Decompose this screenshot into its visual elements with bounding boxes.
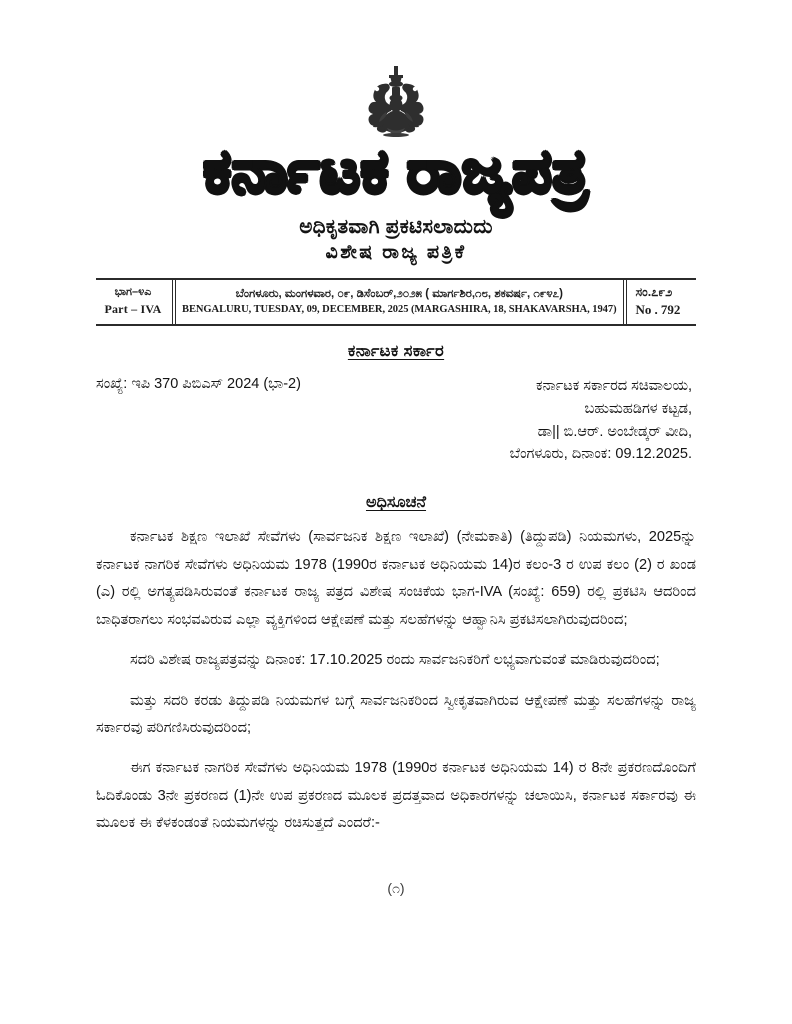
notification-title-text: ಅಧಿಸೂಚನೆ <box>365 494 427 512</box>
notification-body <box>96 524 696 837</box>
emblem-container <box>96 0 696 140</box>
page-number: (೧) <box>387 880 405 896</box>
notification-title <box>96 494 696 512</box>
masthead-subtitle-official: ಅಧಿಕೃತವಾಗಿ ಪ್ರಕಟಿಸಲಾದುದು <box>299 215 493 238</box>
masthead-number-cell <box>627 280 696 324</box>
masthead-subtitle-special-gazette: ವಿಶೇಷ ರಾಜ್ಯ ಪತ್ರಿಕೆ <box>325 241 467 263</box>
notification-paragraph: ಮತ್ತು ಸದರಿ ಕರಡು ತಿದ್ದುಪಡಿ ನಿಯಮಗಳ ಬಗ್ಗೆ ಸಾರ್ವಜನಿಕರಿಂದ ಸ್ವೀಕೃತವಾಗಿರುವ ಆಕ್ಷೇಪಣೆ ಮತ್ತು ಸಲಹೆಗಳನ್ನು ರಾಜ್ಯ ಸರ್ಕಾರವು ಪರಿಗಣಿಸಿರುವುದರಿಂದ; <box>96 692 696 736</box>
masthead-info-table <box>96 278 696 326</box>
government-heading-text: ಕರ್ನಾಟಕ ಸರ್ಕಾರ <box>347 341 445 360</box>
masthead-date-cell <box>176 280 627 324</box>
gazette-masthead-title: ಕರ್ನಾಟಕ ರಾಜ್ಯಪತ್ರ <box>203 137 589 205</box>
publication-date-english: BENGALURU, TUESDAY, 09, DECEMBER, 2025 (MARGASHIRA, 18, SHAKAVARSHA, 1947) <box>181 304 617 316</box>
masthead-part-cell <box>96 280 176 324</box>
address-line: ಕರ್ನಾಟಕ ಸರ್ಕಾರದ ಸಚಿವಾಲಯ, <box>536 377 692 394</box>
gazette-number-kannada: ಸಂ.೭೯೨ <box>635 285 673 300</box>
publication-date-kannada: ಬೆಂಗಳೂರು, ಮಂಗಳವಾರ, ೦೯, ಡಿಸೆಂಬರ್,೨೦೨೫ ( ಮಾರ್ಗಶಿರ,೧೮, ಶಕವರ್ಷ, ೧೯೪೭) <box>235 287 563 300</box>
notification-paragraph: ಕರ್ನಾಟಕ ಶಿಕ್ಷಣ ಇಲಾಖೆ ಸೇವೆಗಳು (ಸಾರ್ವಜನಿಕ ಶಿಕ್ಷಣ ಇಲಾಖೆ) (ನೇಮಕಾತಿ) (ತಿದ್ದುಪಡಿ) ನಿಯಮಗಳು, 2025ನ್ನು ಕರ್ನಾಟಕ ನಾಗರಿಕ ಸೇವೆಗಳು ಅಧಿನಿಯಮ 1978 (1990ರ ಕರ್ನಾಟಕ ಅಧಿನಿಯಮ 14)ರ ಕಲಂ-3 ರ ಉಪ ಕಲಂ (2) ರ ಖಂಡ (ಎ) ರಲ್ಲಿ ಅಗತ್ಯಪಡಿಸಿರುವಂತೆ ಕರ್ನಾಟಕ ರಾಜ್ಯ ಪತ್ರದ ವಿಶೇಷ ಸಂಚಿಕೆಯ ಭಾಗ-IVA (ಸಂಖ್ಯೆ: 659) ರಲ್ಲಿ ಪ್ರಕಟಿಸಿ ಆದರಿಂದ ಬಾಧಿತರಾಗಲು ಸಂಭವವಿರುವ ಎಲ್ಲಾ ವ್ಯಕ್ತಿಗಳಿಂದ ಆಕ್ಷೇಪಣೆ ಮತ್ತು ಸಲಹೆಗಳನ್ನು ಆಹ್ವಾನಿಸಿ ಪ್ರಕಟಿಸಲಾಗಿರುವುದರಿಂದ; <box>96 529 696 628</box>
notification-paragraph: ಈಗ ಕರ್ನಾಟಕ ನಾಗರಿಕ ಸೇವೆಗಳು ಅಧಿನಿಯಮ 1978 (1990ರ ಕರ್ನಾಟಕ ಅಧಿನಿಯಮ 14) ರ 8ನೇ ಪ್ರಕರಣದೊಂದಿಗೆ ಓದಿಕೊಂಡು 3ನೇ ಪ್ರಕರಣದ (1)ನೇ ಉಪ ಪ್ರಕರಣದ ಮೂಲಕ ಪ್ರದತ್ತವಾದ ಅಧಿಕಾರಗಳನ್ನು ಚಲಾಯಿಸಿ, ಕರ್ನಾಟಕ ಸರ್ಕಾರವು ಈ ಮೂಲಕ ಈ ಕೆಳಕಂಡಂತೆ ನಿಯಮಗಳನ್ನು ರಚಿಸುತ್ತದೆ ಎಂದರೆ:- <box>96 760 696 832</box>
notification-paragraph: ಸದರಿ ವಿಶೇಷ ರಾಜ್ಯಪತ್ರವನ್ನು ದಿನಾಂಕ: 17.10.2025 ರಂದು ಸಾರ್ವಜನಿಕರಿಗೆ ಲಭ್ಯವಾಗುವಂತೆ ಮಾಡಿರುವುದರಿಂದ; <box>130 652 660 669</box>
part-label-kannada: ಭಾಗ–೪ಎ <box>114 286 152 299</box>
karnataka-state-emblem-icon <box>353 62 439 140</box>
part-label-english: Part – IVA <box>104 302 162 317</box>
address-line: ಬಹುಮಹಡಿಗಳ ಕಟ್ಟಡ, <box>584 400 692 417</box>
government-heading <box>96 342 696 361</box>
address-line: ಬೆಂಗಳೂರು, ದಿನಾಂಕ: 09.12.2025. <box>509 446 692 463</box>
gazette-number-english: No . 792 <box>635 302 681 318</box>
reference-address-block <box>96 375 696 467</box>
issuing-office-address <box>510 375 696 467</box>
reference-number: ಸಂಖ್ಯೆ: ಇಪಿ 370 ಪಿಬಿಎಸ್ 2024 (ಭಾ-2) <box>96 375 301 392</box>
address-line: ಡಾ|| ಬಿ.ಆರ್. ಅಂಬೇಡ್ಕರ್ ವೀದಿ, <box>537 423 692 440</box>
